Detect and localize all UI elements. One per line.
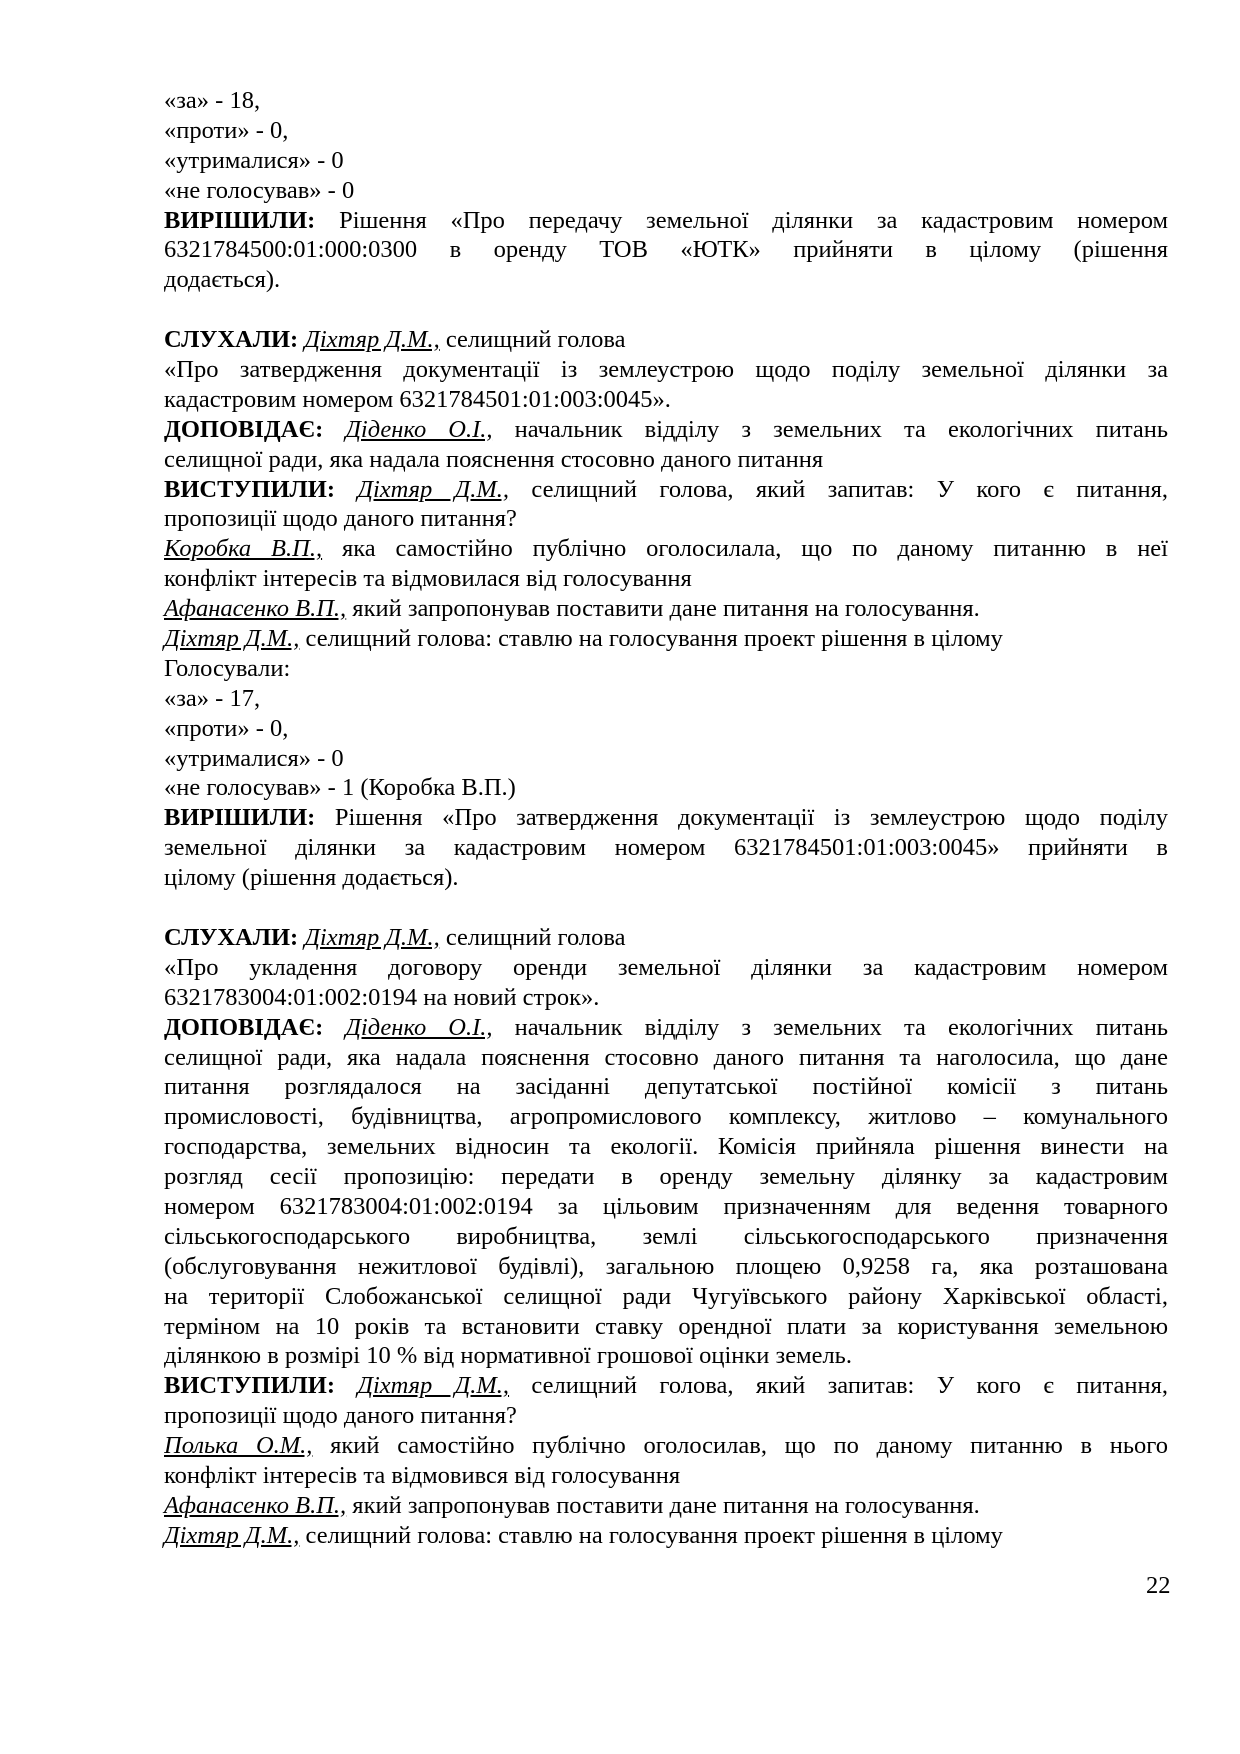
page-body xyxy=(164,86,1168,1551)
heard-label: СЛУХАЛИ: xyxy=(164,326,299,354)
vote-abstained: «утрималися» - 0 xyxy=(164,146,344,174)
speaker-name: Діхтяр Д.М., xyxy=(304,326,440,354)
chair-name: Діхтяр Д.М., xyxy=(164,625,300,653)
speech-line-2: пропозиції щодо даного питання? xyxy=(164,1402,517,1430)
proposal-line: Афанасенко В.П., який запропонував поставити дане питання на голосування. xyxy=(164,1491,980,1519)
decision-line-1: ВИРІШИЛИ: Рішення «Про затвердження документації із землеустрою щодо поділу xyxy=(164,804,1168,832)
proposal-line: Афанасенко В.П., який запропонував поставити дане питання на голосування. xyxy=(164,595,980,623)
vote-not-voted: «не голосував» - 0 xyxy=(164,176,355,204)
chair-line: Діхтяр Д.М., селищний голова: ставлю на голосування проект рішення в цілому xyxy=(164,1521,1003,1549)
voted-heading: Голосували: xyxy=(164,654,291,682)
reporter-name: Діденко О.І., xyxy=(345,415,493,443)
heard-line: СЛУХАЛИ: Діхтяр Д.М., селищний голова xyxy=(164,326,626,354)
proposer-name: Афанасенко В.П., xyxy=(164,595,347,623)
report-line-9: (обслуговування нежитлової будівлі), загальною площею 0,9258 га, яка розташована xyxy=(164,1252,1168,1280)
report-line-6: розгляд сесії пропозицію: передати в оренду земельну ділянку за кадастровим xyxy=(164,1163,1168,1191)
question-line-2: кадастровим номером 6321784501:01:003:0045». xyxy=(164,385,671,413)
vote-abstained: «утрималися» - 0 xyxy=(164,744,344,772)
conflict-line-2: конфлікт інтересів та відмовилася від голосування xyxy=(164,565,692,593)
report-line-3: питання розглядалося на засіданні депутатської постійної комісії з питань xyxy=(164,1073,1168,1101)
decision-label: ВИРІШИЛИ: xyxy=(164,206,316,234)
vote-against: «проти» - 0, xyxy=(164,714,289,742)
speech-line-1: ВИСТУПИЛИ: Діхтяр Д.М., селищний голова, який запитав: У кого є питання, xyxy=(164,475,1168,503)
report-line-2: селищної ради, яка надала пояснення стосовно даного питання xyxy=(164,445,824,473)
speech-line-1: ВИСТУПИЛИ: Діхтяр Д.М., селищний голова, який запитав: У кого є питання, xyxy=(164,1372,1168,1400)
decision-line-1: ВИРІШИЛИ: Рішення «Про передачу земельної ділянки за кадастровим номером xyxy=(164,206,1168,234)
report-line-1: ДОПОВІДАЄ: Діденко О.І., начальник відділу з земельних та екологічних питань xyxy=(164,1013,1168,1041)
vote-for: «за» - 17, xyxy=(164,684,261,712)
reporter-name: Діденко О.І., xyxy=(345,1013,493,1041)
spacer xyxy=(164,295,1168,325)
report-line-8: сільськогосподарського виробництва, землі сільськогосподарського призначення xyxy=(164,1222,1168,1250)
question-line-1: «Про укладення договору оренди земельної ділянки за кадастровим номером xyxy=(164,953,1168,981)
vote-not-voted: «не голосував» - 1 (Коробка В.П.) xyxy=(164,774,516,802)
report-line-11: терміном на 10 років та встановити ставку орендної плати за користування земельною xyxy=(164,1312,1168,1340)
vote-against: «проти» - 0, xyxy=(164,116,289,144)
conflict-line-2: конфлікт інтересів та відмовився від голосування xyxy=(164,1461,681,1489)
heard-label: СЛУХАЛИ: xyxy=(164,923,299,951)
vote-for: «за» - 18, xyxy=(164,87,261,114)
report-line-12: ділянкою в розмірі 10 % від нормативної грошової оцінки земель. xyxy=(164,1342,852,1370)
report-line-5: господарства, земельних відносин та екології. Комісія прийняла рішення винести на xyxy=(164,1133,1168,1161)
report-line-4: промисловості, будівництва, агропромислового комплексу, житлово – комунального xyxy=(164,1103,1168,1131)
conflict-name: Полька О.М., xyxy=(164,1432,313,1460)
page-number: 22 xyxy=(1146,1572,1171,1599)
speech-name: Діхтяр Д.М., xyxy=(357,475,510,503)
report-label: ДОПОВІДАЄ: xyxy=(164,415,324,443)
speech-label: ВИСТУПИЛИ: xyxy=(164,475,335,503)
decision-line-3: цілому (рішення додається). xyxy=(164,864,459,892)
conflict-name: Коробка В.П., xyxy=(164,535,323,563)
decision-label: ВИРІШИЛИ: xyxy=(164,804,316,832)
decision-line-2: 6321784500:01:000:0300 в оренду ТОВ «ЮТК» прийняти в цілому (рішення xyxy=(164,236,1168,264)
speaker-name: Діхтяр Д.М., xyxy=(304,923,440,951)
speech-line-2: пропозиції щодо даного питання? xyxy=(164,505,517,533)
speech-name: Діхтяр Д.М., xyxy=(357,1372,510,1400)
decision-line-2: земельної ділянки за кадастровим номером 6321784501:01:003:0045» прийняти в xyxy=(164,834,1168,862)
spacer xyxy=(164,893,1168,923)
proposer-name: Афанасенко В.П., xyxy=(164,1491,347,1519)
report-line-7: номером 6321783004:01:002:0194 за цільовим призначенням для ведення товарного xyxy=(164,1192,1168,1220)
heard-line: СЛУХАЛИ: Діхтяр Д.М., селищний голова xyxy=(164,923,626,951)
question-line-1: «Про затвердження документації із землеустрою щодо поділу земельної ділянки за xyxy=(164,356,1168,384)
speech-label: ВИСТУПИЛИ: xyxy=(164,1372,335,1400)
chair-line: Діхтяр Д.М., селищний голова: ставлю на голосування проект рішення в цілому xyxy=(164,625,1003,653)
report-line-10: на території Слобожанської селищної ради Чугуївського району Харківської області, xyxy=(164,1282,1168,1310)
report-label: ДОПОВІДАЄ: xyxy=(164,1013,324,1041)
conflict-line-1: Коробка В.П., яка самостійно публічно оголосилала, що по даному питанню в неї xyxy=(164,535,1168,563)
report-line-1: ДОПОВІДАЄ: Діденко О.І., начальник відділу з земельних та екологічних питань xyxy=(164,415,1168,443)
decision-line-3: додається). xyxy=(164,266,281,294)
question-line-2: 6321783004:01:002:0194 на новий строк». xyxy=(164,983,600,1011)
conflict-line-1: Полька О.М., який самостійно публічно оголосилав, що по даному питанню в нього xyxy=(164,1432,1168,1460)
report-line-2: селищної ради, яка надала пояснення стосовно даного питання та наголосила, що дане xyxy=(164,1043,1168,1071)
chair-name: Діхтяр Д.М., xyxy=(164,1521,300,1549)
